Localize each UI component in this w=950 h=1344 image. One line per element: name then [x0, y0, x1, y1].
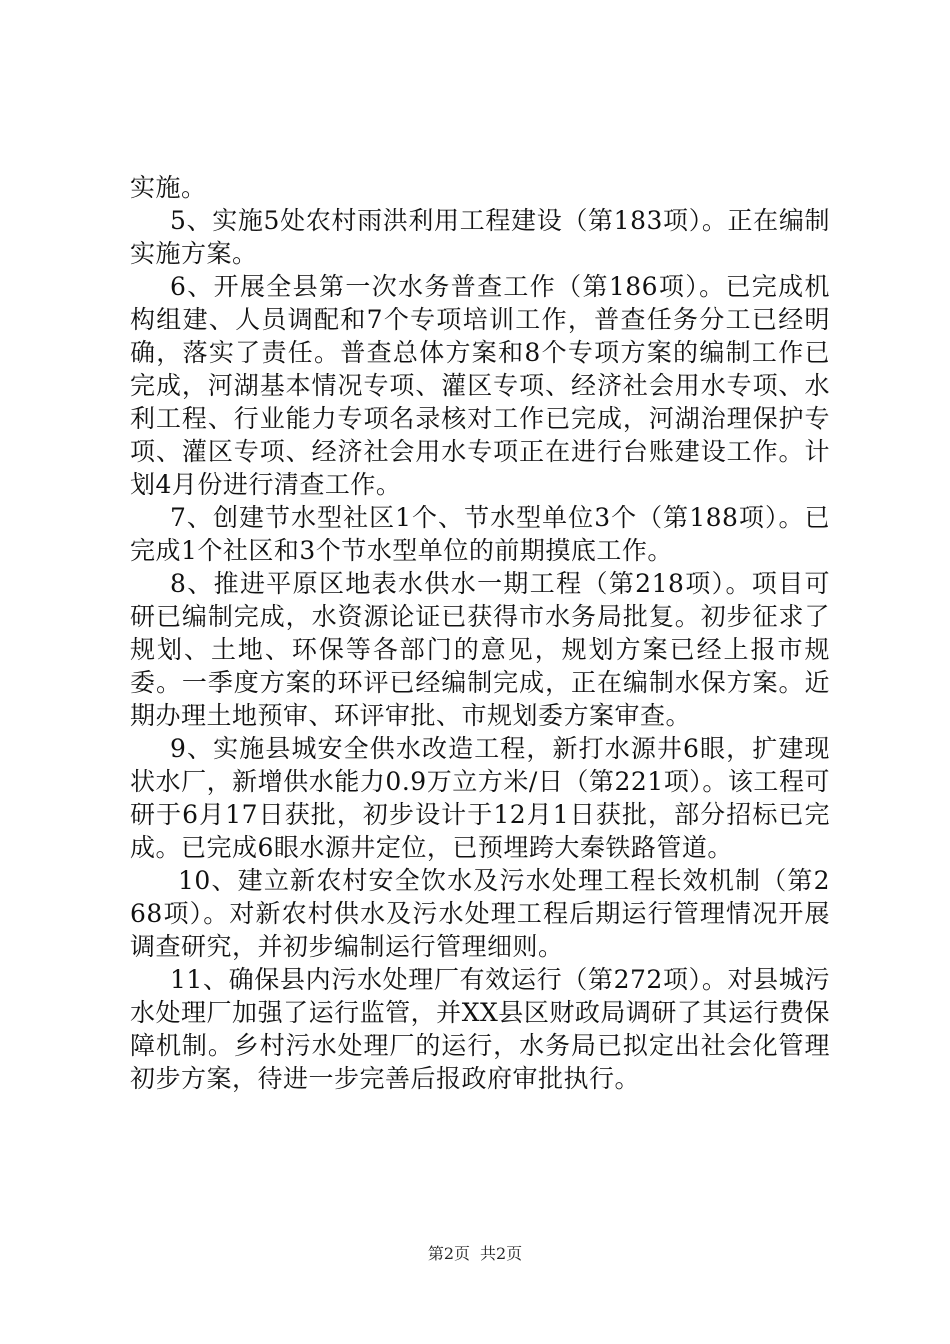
- paragraph-continuation: 实施。: [130, 173, 207, 202]
- paragraph-item-11: 11、确保县内污水处理厂有效运行（第272项）。对县城污水处理厂加强了运行监管，并XX县区财政局调研了其运行费保障机制。乡村污水处理厂的运行，水务局已拟定出社会化管理初步方案，待进一步完善后报政府审批执行。: [130, 965, 830, 1093]
- paragraph-item-9: 9、实施县城安全供水改造工程，新打水源井6眼，扩建现状水厂，新增供水能力0.9万立方米/日（第221项）。该工程可研于6月17日获批，初步设计于12月1日获批，部分招标已完成。已完成6眼水源井定位，已预埋跨大秦铁路管道。: [130, 734, 830, 862]
- document-body: [130, 171, 830, 1095]
- paragraph-item-7: 7、创建节水型社区1个、节水型单位3个（第188项）。已完成1个社区和3个节水型单位的前期摸底工作。: [130, 503, 830, 565]
- paragraph-item-8: 8、推进平原区地表水供水一期工程（第218项）。项目可研已编制完成，水资源论证已获得市水务局批复。初步征求了规划、土地、环保等各部门的意见，规划方案已经上报市规委。一季度方案的环评已经编制完成，正在编制水保方案。近期办理土地预审、环评审批、市规划委方案审查。: [130, 569, 830, 730]
- page-footer: [0, 1244, 950, 1264]
- paragraph-item-10: 10、建立新农村安全饮水及污水处理工程长效机制（第268项）。对新农村供水及污水处理工程后期运行管理情况开展调查研究，并初步编制运行管理细则。: [130, 866, 830, 961]
- paragraph-item-6: 6、开展全县第一次水务普查工作（第186项）。已完成机构组建、人员调配和7个专项培训工作，普查任务分工已经明确，落实了责任。普查总体方案和8个专项方案的编制工作已完成，河湖基本情况专项、灌区专项、经济社会用水专项、水利工程、行业能力专项名录核对工作已完成，河湖治理保护专项、灌区专项、经济社会用水专项正在进行台账建设工作。计划4月份进行清查工作。: [130, 272, 830, 499]
- page-number-current: 第2页: [427, 1244, 470, 1263]
- paragraph-item-5: 5、实施5处农村雨洪利用工程建设（第183项）。正在编制实施方案。: [130, 206, 830, 268]
- page-number-total: 共2页: [480, 1244, 523, 1263]
